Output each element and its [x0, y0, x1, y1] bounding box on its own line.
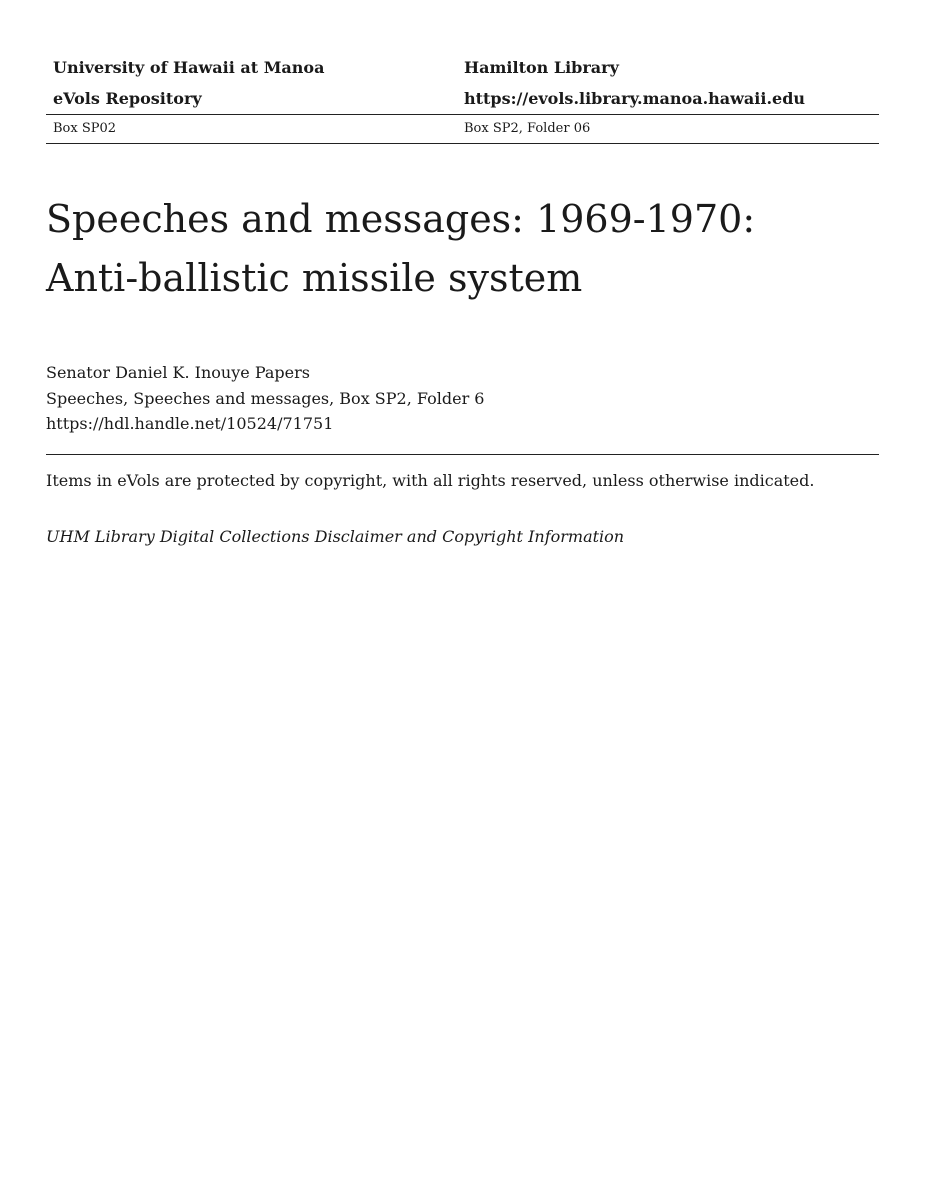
header-row-box	[46, 115, 879, 143]
box-folder-label: Box SP2, Folder 06	[464, 121, 591, 136]
collection-name: Senator Daniel K. Inouye Papers	[46, 363, 310, 382]
repository-url[interactable]: https://evols.library.manoa.hawaii.edu	[464, 89, 806, 108]
document-metadata	[46, 360, 879, 437]
header-row-repository	[46, 83, 879, 114]
box-label: Box SP02	[53, 121, 117, 136]
series-info: Speeches, Speeches and messages, Box SP2, Folder 6	[46, 388, 485, 408]
header-bottom-rule	[46, 143, 879, 144]
title-line-2: Anti-ballistic missile system	[46, 256, 583, 300]
repository-header	[46, 52, 879, 144]
repository-name: eVols Repository	[53, 89, 202, 108]
copyright-notice: Items in eVols are protected by copyright, with all rights reserved, unless otherwise indicated.	[46, 471, 815, 490]
library-name: Hamilton Library	[464, 58, 619, 77]
disclaimer-link[interactable]: UHM Library Digital Collections Disclaimer and Copyright Information	[46, 527, 625, 546]
body-divider	[46, 454, 879, 455]
document-title	[46, 190, 879, 308]
institution-name: University of Hawaii at Manoa	[53, 58, 325, 77]
handle-link[interactable]: https://hdl.handle.net/10524/71751	[46, 414, 334, 433]
title-line-1: Speeches and messages: 1969-1970:	[46, 197, 756, 241]
header-row-institution	[46, 52, 879, 83]
